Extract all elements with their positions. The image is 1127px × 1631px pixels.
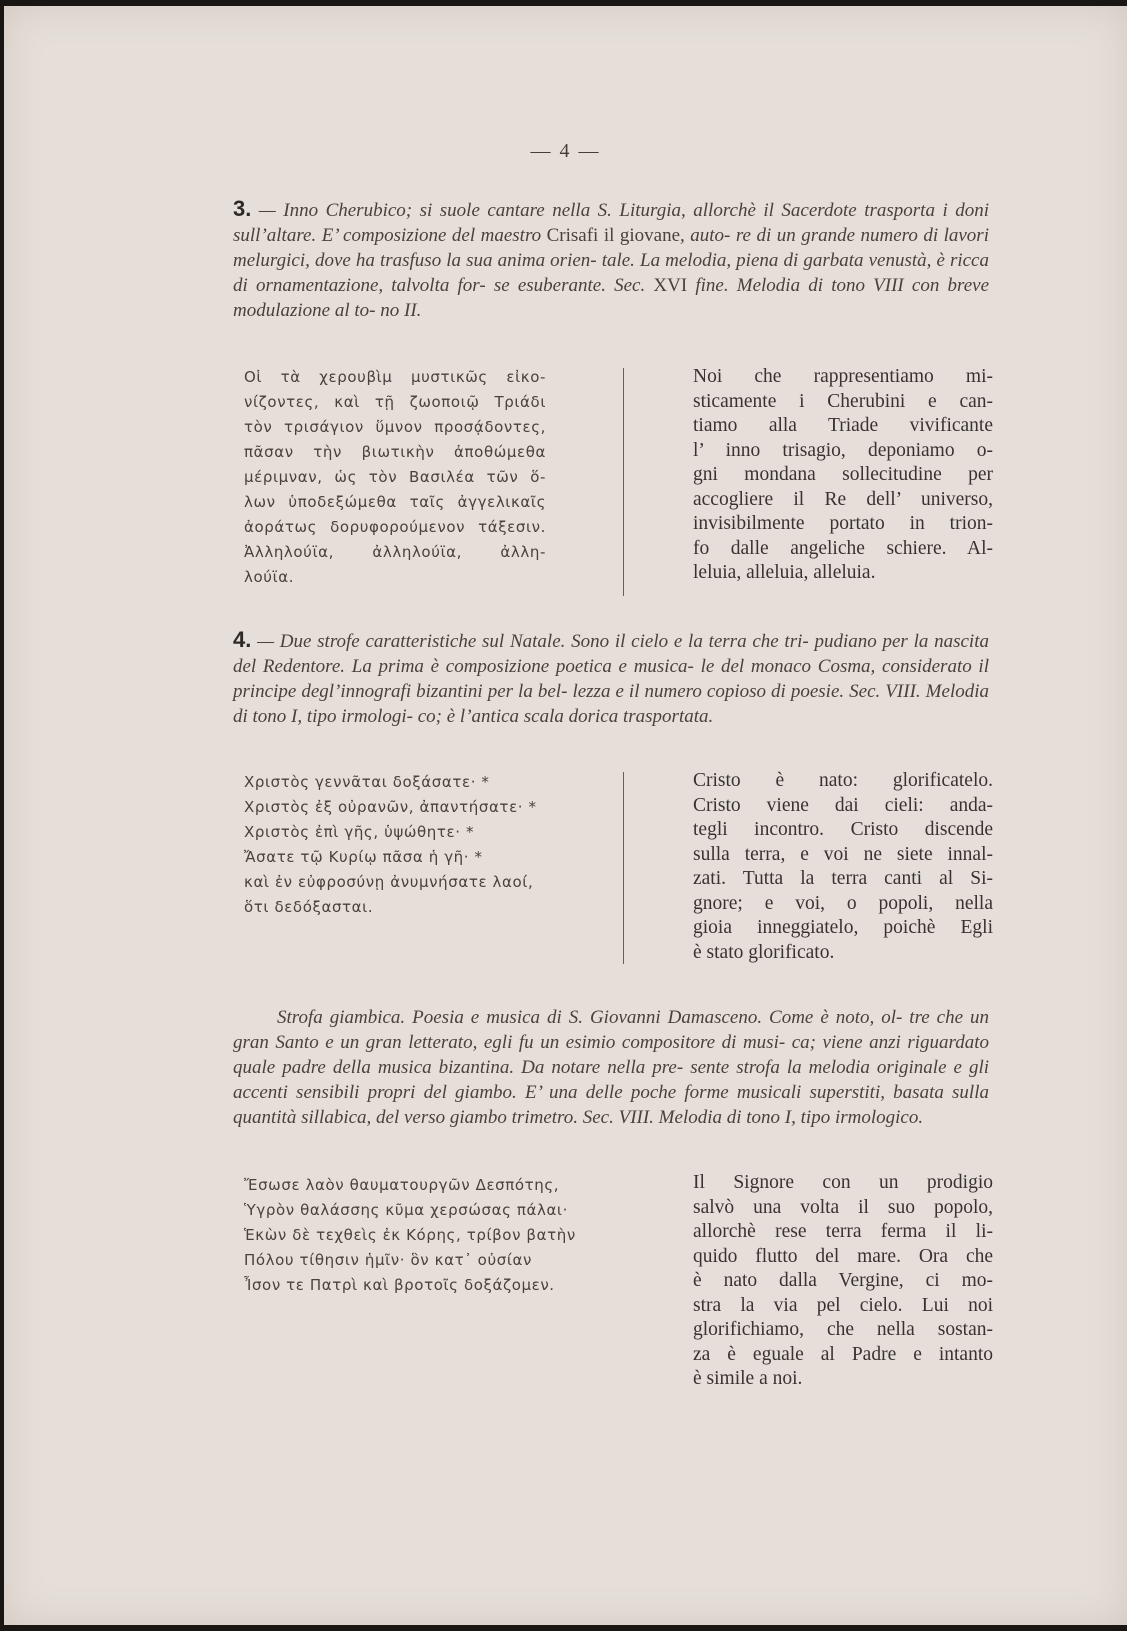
page-number: — 4 — xyxy=(530,140,601,162)
translation-line: Noi che rappresentiamo mi- xyxy=(693,366,993,387)
intro-line-upright: Crisafi il giovane xyxy=(546,225,681,246)
translation-line: sulla terra, e voi ne siete innal- xyxy=(693,843,993,865)
translation-line: è stato glorificato. xyxy=(693,941,835,963)
greek-line: ἀοράτως δορυφορούμενον τάξεσιν. xyxy=(244,518,546,536)
intro-line-before: delle poche forme musicali superstiti, basata sulla quantità sillabica, del verso xyxy=(233,1082,989,1128)
intro-line-upright: XVI xyxy=(653,275,688,296)
greek-line: λούϊα. xyxy=(244,568,295,586)
greek-line: Χριστὸς ἐπὶ γῆς, ὑψώθητε· * xyxy=(244,823,475,841)
intro-line-before: tale. La melodia, piena di garbata venustà, è ricca di ornamentazione, talvolta for- xyxy=(233,250,989,296)
translation-line: tegli incontro. Cristo discende xyxy=(693,819,993,840)
intro-line xyxy=(257,631,809,652)
translation-line: Cristo viene dai cieli: anda- xyxy=(693,794,993,816)
greek-line: μέριμναν, ὡς τὸν Βασιλέα τῶν ὅ- xyxy=(244,468,546,486)
greek-line: Χριστὸς γεννᾶται δοξάσατε· * xyxy=(244,773,490,791)
greek-line: Ἔσωσε λαὸν θαυματουργῶν Δεσπότης, xyxy=(244,1176,560,1194)
greek-line: νίζοντες, καὶ τῇ ζωοποιῷ Τριάδι xyxy=(244,393,546,411)
column-divider xyxy=(623,368,624,596)
strofa-giambica-italian-translation xyxy=(693,1171,993,1392)
intro-line-before: le del monaco Cosma, considerato il principe degl’innografi bizantini per la bel- xyxy=(233,656,989,702)
translation-line: leluia, alleluia, alleluia. xyxy=(693,562,876,583)
translation-line: l’ inno trisagio, deponiamo o- xyxy=(693,439,993,461)
section-3-greek-text xyxy=(244,365,546,590)
translation-line: è simile a noi. xyxy=(693,1368,803,1389)
greek-line: λων ὑποδεξώμεθα ταῖς ἀγγελικαῖς xyxy=(244,493,546,511)
intro-line-before: Strofa giambica. Poesia e musica di S. Giovanni Damasceno. Come è noto, ol- xyxy=(277,1007,903,1028)
section-4-intro xyxy=(233,627,989,729)
section-3-intro xyxy=(233,196,989,323)
translation-line: tiamo alla Triade vivificante xyxy=(693,415,993,436)
translation-line: glorifichiamo, che nella sostan- xyxy=(693,1319,993,1340)
strofa-giambica-intro xyxy=(233,1005,989,1130)
greek-line: ὅτι δεδόξασται. xyxy=(244,898,374,916)
translation-line: sticamente i Cherubini e can- xyxy=(693,390,993,412)
translation-line: gnore; e voi, o popoli, nella xyxy=(693,892,993,914)
intro-line-before: lezza e il numero copioso di poesie. Sec. VIII. Melodia di tono I, tipo irmologi- xyxy=(233,681,989,727)
intro-line-before: sente strofa la melodia originale e gli accenti sensibili propri del giambo. E’ una xyxy=(233,1057,989,1103)
intro-line xyxy=(277,1007,902,1028)
intro-line-before: re di un grande numero di lavori melurgici, dove ha trasfuso la sua anima orien- xyxy=(233,225,989,271)
greek-line: Ἄσατε τῷ Κυρίῳ πᾶσα ἡ γῆ· * xyxy=(244,848,483,866)
greek-line: Ἶσον τε Πατρὶ καὶ βροτοῖς δοξάζομεν. xyxy=(244,1276,555,1294)
intro-line-before: se esuberante. Sec. xyxy=(493,275,654,296)
section-4-greek-text xyxy=(244,770,584,920)
greek-line: Ὑγρὸν θαλάσσης κῦμα χερσώσας πάλαι· xyxy=(244,1201,568,1219)
translation-line: za è eguale al Padre e intanto xyxy=(693,1343,993,1365)
intro-line-before: no II. xyxy=(380,300,422,321)
greek-line: τὸν τρισάγιον ὕμνον προσᾴδοντες, xyxy=(244,418,546,436)
translation-line: è nato dalla Vergine, ci mo- xyxy=(693,1270,993,1291)
intro-line-before: giambo trimetro. Sec. VIII. Melodia di tono I, tipo irmologico. xyxy=(449,1107,924,1128)
strofa-giambica-greek-text xyxy=(244,1173,624,1298)
translation-line: salvò una volta il suo popolo, xyxy=(693,1196,993,1218)
greek-line: Ἀλληλούϊα, ἀλληλούϊα, ἀλλη- xyxy=(244,543,546,561)
intro-line-before: — Inno Cherubico; si suole cantare nella S. Liturgia, allorchè il Sacerdote xyxy=(258,200,857,221)
section-number: 3. xyxy=(233,196,252,221)
section-3-italian-translation xyxy=(693,365,993,586)
greek-line: Οἱ τὰ χερουβὶμ μυστικῶς εἰκο- xyxy=(244,368,546,386)
section-number: 4. xyxy=(233,627,252,652)
intro-line-before: tre che un gran Santo e un gran letterato, egli fu un esimio compositore di musi- xyxy=(233,1007,989,1053)
greek-line: Χριστὸς ἐξ οὐρανῶν, ἀπαντήσατε· * xyxy=(244,798,537,816)
intro-line-before: pudiano per la nascita del Redentore. La prima è composizione poetica e musica- xyxy=(233,631,989,677)
intro-line xyxy=(418,706,714,727)
translation-line: gni mondana sollecitudine per xyxy=(693,464,993,485)
translation-line: zati. Tutta la terra canti al Si- xyxy=(693,868,993,889)
intro-line-before: co; è l’antica scala dorica trasportata. xyxy=(417,706,714,727)
translation-line: gioia inneggiatelo, poichè Egli xyxy=(693,917,993,938)
section-4-italian-translation xyxy=(693,769,993,965)
translation-line: Il Signore con un prodigio xyxy=(693,1172,993,1193)
greek-line: πᾶσαν τὴν βιωτικὴν ἀποθώμεθα xyxy=(244,443,546,461)
translation-line: fo dalle angeliche schiere. Al- xyxy=(693,537,993,559)
translation-line: allorchè rese terra ferma il li- xyxy=(693,1221,993,1242)
column-divider xyxy=(623,772,624,964)
translation-line: invisibilmente portato in trion- xyxy=(693,513,993,534)
intro-line-after: , auto- xyxy=(680,225,731,246)
translation-line: quido flutto del mare. Ora che xyxy=(693,1245,993,1267)
intro-line-after: fine. Melodia di tono VIII con breve modulazione al to- xyxy=(233,275,990,321)
intro-line-before: — Due strofe caratteristiche sul Natale. Sono il cielo e la terra che tri- xyxy=(257,631,809,652)
intro-line xyxy=(259,200,857,221)
intro-line xyxy=(380,300,421,321)
intro-line xyxy=(450,1107,923,1128)
translation-line: Cristo è nato: glorificatelo. xyxy=(693,770,993,791)
greek-line: Ἑκὼν δὲ τεχθεὶς ἐκ Κόρης, τρίβον βατὴν xyxy=(244,1226,576,1244)
intro-line-before: ca; viene anzi riguardato quale padre della musica bizantina. Da notare nella pre- xyxy=(233,1032,990,1078)
greek-line: Πόλου τίθησιν ἡμῖν· ὃν κατ᾿ οὐσίαν xyxy=(244,1251,532,1269)
translation-line: accogliere il Re dell’ universo, xyxy=(693,488,993,510)
greek-line: καὶ ἐν εὐφροσύνῃ ἀνυμνήσατε λαοί, xyxy=(244,873,534,891)
translation-line: stra la via pel cielo. Lui noi xyxy=(693,1294,993,1316)
intro-line-before: trasporta i doni sull’altare. E’ composizione del maestro xyxy=(233,200,989,246)
book-page xyxy=(4,6,1127,1625)
